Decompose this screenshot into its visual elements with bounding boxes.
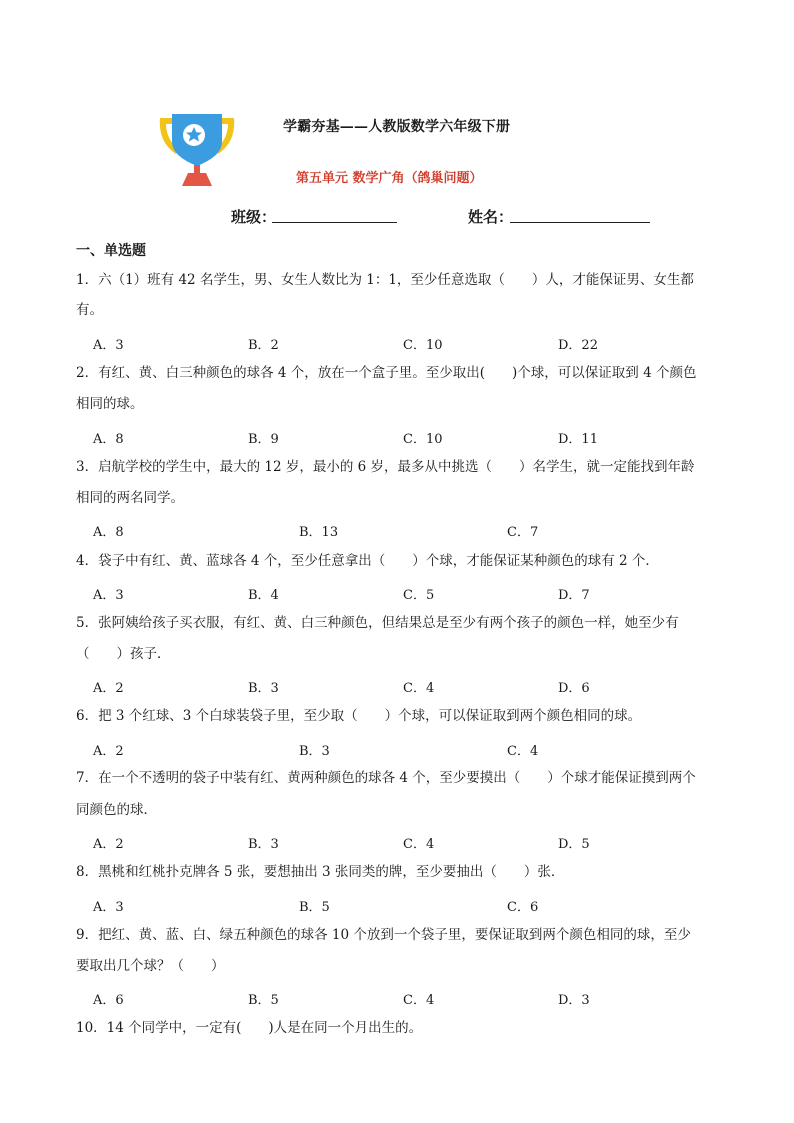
question-2-option-c[interactable]: C．10 <box>403 432 443 447</box>
question-9-text: 9．把红、黄、蓝、白、绿五种颜色的球各 10 个放到一个袋子里，要保证取到两个颜色相同的球，至少 <box>76 927 691 943</box>
question-9-option-c[interactable]: C．4 <box>403 993 435 1008</box>
question-4-option-d[interactable]: D．7 <box>558 588 590 603</box>
question-4-option-a[interactable]: A．3 <box>93 588 124 603</box>
question-5-option-b[interactable]: B．3 <box>248 681 279 696</box>
question-4-option-c[interactable]: C．5 <box>403 588 435 603</box>
question-3-option-a[interactable]: A．8 <box>93 525 124 540</box>
question-8-option-c[interactable]: C．6 <box>507 900 539 915</box>
section-title: 一、单选题 <box>76 243 146 259</box>
question-7-option-b[interactable]: B．3 <box>248 837 279 852</box>
question-7-text: 7．在一个不透明的袋子中装有红、黄两种颜色的球各 4 个，至少要摸出（ ）个球才能保证摸到两个 <box>76 770 696 786</box>
trophy-logo <box>154 110 240 188</box>
question-4-text: 4．袋子中有红、黄、蓝球各 4 个，至少任意拿出（ ）个球，才能保证某种颜色的球有 2 个． <box>76 553 659 569</box>
question-2-text: 相同的球。 <box>76 396 144 412</box>
question-9-option-b[interactable]: B．5 <box>248 993 279 1008</box>
name-label: 姓名： <box>468 208 514 226</box>
question-1-option-b[interactable]: B．2 <box>248 338 279 353</box>
question-8-option-b[interactable]: B．5 <box>299 900 330 915</box>
question-8-text: 8．黑桃和红桃扑克牌各 5 张，要想抽出 3 张同类的牌，至少要抽出（ ）张． <box>76 864 565 880</box>
question-9-text: 要取出几个球？（ ） <box>76 958 225 974</box>
question-2-text: 2．有红、黄、白三种颜色的球各 4 个，放在一个盒子里。至少取出( )个球，可以保证取到 4 个颜色 <box>76 365 697 381</box>
question-2-option-a[interactable]: A．8 <box>93 432 124 447</box>
question-7-option-a[interactable]: A．2 <box>93 837 124 852</box>
question-3-text: 相同的两名同学。 <box>76 490 184 506</box>
question-5-option-a[interactable]: A．2 <box>93 681 124 696</box>
class-input-line[interactable] <box>272 222 397 223</box>
question-3-option-c[interactable]: C．7 <box>507 525 539 540</box>
class-label: 班级： <box>231 208 277 226</box>
question-1-option-a[interactable]: A．3 <box>93 338 124 353</box>
question-1-option-c[interactable]: C．10 <box>403 338 443 353</box>
question-8-option-a[interactable]: A．3 <box>93 900 124 915</box>
question-9-option-a[interactable]: A．6 <box>93 993 124 1008</box>
question-10-text: 10．14 个同学中，一定有( )人是在同一个月出生的。 <box>76 1020 423 1036</box>
question-6-text: 6．把 3 个红球、3 个白球装袋子里，至少取（ ）个球，可以保证取到两个颜色相同的球。 <box>76 708 642 724</box>
question-6-option-a[interactable]: A．2 <box>93 744 124 759</box>
question-4-option-b[interactable]: B．4 <box>248 588 279 603</box>
question-5-text: （ ）孩子． <box>76 646 171 662</box>
question-2-option-d[interactable]: D．11 <box>558 432 598 447</box>
question-7-option-d[interactable]: D．5 <box>558 837 590 852</box>
trophy-base <box>182 173 212 186</box>
question-5-option-d[interactable]: D．6 <box>558 681 590 696</box>
question-6-option-b[interactable]: B．3 <box>299 744 330 759</box>
question-5-text: 5．张阿姨给孩子买衣服，有红、黄、白三种颜色，但结果总是至少有两个孩子的颜色一样，她至少有 <box>76 615 679 631</box>
page-title: 学霸夯基——人教版数学六年级下册 <box>283 119 511 135</box>
question-3-option-b[interactable]: B．13 <box>299 525 339 540</box>
unit-subtitle-text: 第五单元 数学广角（鸽巢问题） <box>296 171 483 186</box>
name-input-line[interactable] <box>510 222 650 223</box>
question-1-text: 有。 <box>76 302 103 318</box>
question-7-text: 同颜色的球． <box>76 802 157 818</box>
question-6-option-c[interactable]: C．4 <box>507 744 539 759</box>
question-1-option-d[interactable]: D．22 <box>558 338 598 353</box>
trophy-stem <box>194 165 200 173</box>
question-2-option-b[interactable]: B．9 <box>248 432 279 447</box>
unit-subtitle <box>296 171 496 186</box>
question-1-text: 1．六（1）班有 42 名学生，男、女生人数比为 1：1，至少任意选取（ ）人，才能保证男、女生都 <box>76 272 694 288</box>
question-7-option-c[interactable]: C．4 <box>403 837 435 852</box>
question-9-option-d[interactable]: D．3 <box>558 993 590 1008</box>
question-5-option-c[interactable]: C．4 <box>403 681 435 696</box>
question-3-text: 3．启航学校的学生中，最大的 12 岁，最小的 6 岁，最多从中挑选（ ）名学生，就一定能找到年龄 <box>76 459 695 475</box>
